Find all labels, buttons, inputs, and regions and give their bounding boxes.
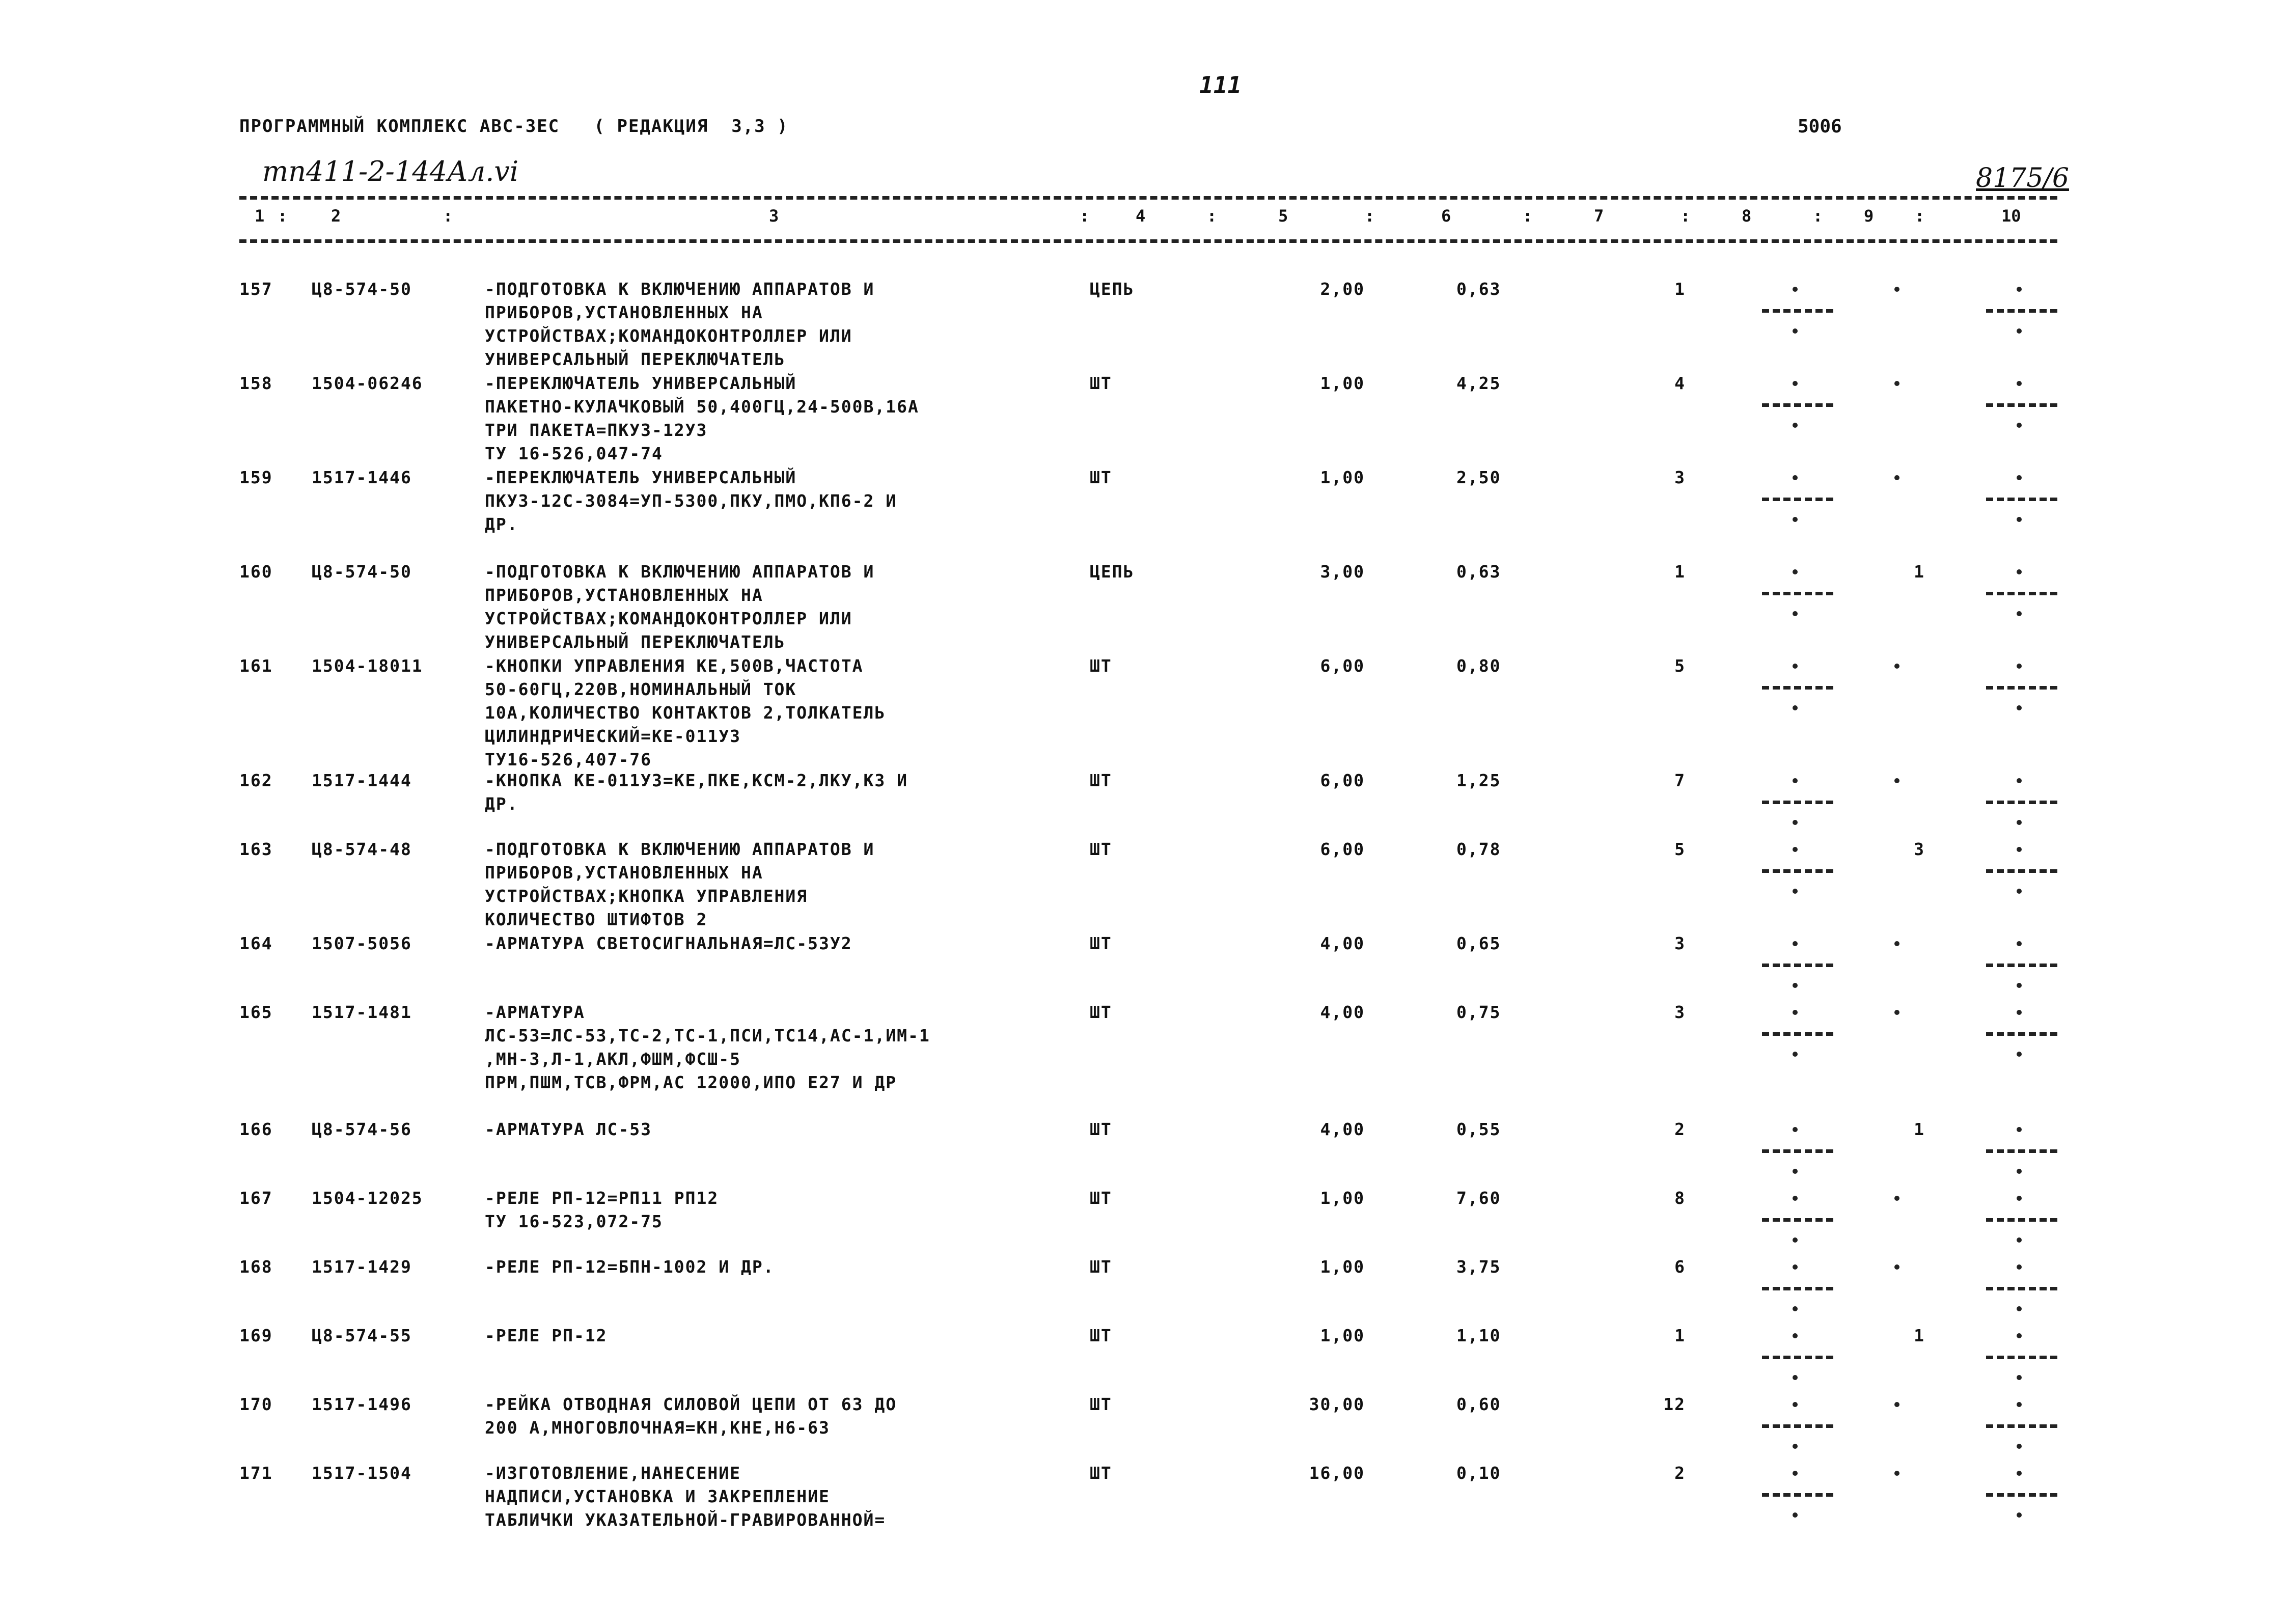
- fraction-mark-top: [2017, 569, 2022, 574]
- fraction-divider: [1762, 592, 1833, 595]
- fraction-mark-top: [2017, 664, 2022, 669]
- column-9-mark: [1894, 778, 1899, 783]
- row-value-6: 1,25: [1456, 770, 1501, 790]
- column-9-mark: [1894, 1402, 1899, 1407]
- column-header-7: 7: [1594, 206, 1604, 226]
- row-number: 162: [239, 770, 273, 790]
- program-title: ПРОГРАММНЫЙ КОМПЛЕКС АВС-3ЕС ( РЕДАКЦИЯ 3,3 ): [239, 116, 789, 136]
- column-header-9: 9: [1864, 206, 1874, 226]
- column-header-6: 6: [1441, 206, 1451, 226]
- row-number: 168: [239, 1257, 273, 1277]
- fraction-mark-top: [1793, 847, 1798, 852]
- row-value-8: 8: [1674, 1188, 1686, 1208]
- row-description: -КНОПКА КЕ-011У3=КЕ,ПКЕ,КСМ-2,ЛКУ,К3 И ДР.: [485, 770, 908, 814]
- fraction-mark-bottom: [2017, 983, 2022, 988]
- fraction-mark-top: [1793, 1127, 1798, 1132]
- row-value-8: 6: [1674, 1257, 1686, 1277]
- fraction-mark-bottom: [1793, 1375, 1798, 1380]
- row-unit: ЦЕПЬ: [1090, 562, 1135, 582]
- row-value-8: 2: [1674, 1463, 1686, 1483]
- fraction-mark-top: [2017, 475, 2022, 480]
- row-unit: ШТ: [1090, 467, 1112, 487]
- column-9-mark: [1894, 941, 1899, 946]
- column-9-mark: [1894, 475, 1899, 480]
- row-unit: ЦЕПЬ: [1090, 279, 1135, 299]
- fraction-mark-bottom: [1793, 517, 1798, 522]
- row-quantity: 4,00: [1320, 1002, 1365, 1022]
- row-description: -РЕЛЕ РП-12=РП11 РП12 ТУ 16-523,072-75: [485, 1188, 719, 1231]
- row-quantity: 6,00: [1320, 770, 1365, 790]
- fraction-mark-bottom: [2017, 705, 2022, 710]
- row-quantity: 1,00: [1320, 1326, 1365, 1345]
- row-value-6: 0,75: [1456, 1002, 1501, 1022]
- row-unit: ШТ: [1090, 1326, 1112, 1345]
- fraction-divider: [1986, 592, 2057, 595]
- row-code: 1517-1504: [312, 1463, 412, 1483]
- row-code: Ц8-574-56: [312, 1119, 412, 1139]
- fraction-mark-top: [2017, 1127, 2022, 1132]
- row-quantity: 1,00: [1320, 373, 1365, 393]
- fraction-divider: [1986, 1218, 2057, 1222]
- row-description: -КНОПКИ УПРАВЛЕНИЯ КЕ,500В,ЧАСТОТА 50-60ГЦ,220В,НОМИНАЛЬНЫЙ ТОК 10А,КОЛИЧЕСТВО КОНТАКТОВ 2,ТОЛКАТЕЛЬ ЦИЛИНДРИЧЕСКИЙ=КЕ-011У3 ТУ16-526,407-76: [485, 656, 886, 769]
- fraction-mark-top: [2017, 1333, 2022, 1338]
- row-number: 159: [239, 467, 273, 487]
- row-description: -ИЗГОТОВЛЕНИЕ,НАНЕСЕНИЕ НАДПИСИ,УСТАНОВКА И ЗАКРЕПЛЕНИЕ ТАБЛИЧКИ УКАЗАТЕЛЬНОЙ-ГРАВИРОВАННОЙ=: [485, 1463, 886, 1530]
- column-separator: :: [1365, 206, 1375, 226]
- column-separator: :: [1207, 206, 1217, 226]
- fraction-mark-bottom: [1793, 1306, 1798, 1311]
- fraction-mark-top: [1793, 569, 1798, 574]
- row-quantity: 3,00: [1320, 562, 1365, 582]
- fraction-mark-bottom: [1793, 1444, 1798, 1449]
- fraction-divider: [1762, 1218, 1833, 1222]
- row-unit: ШТ: [1090, 1257, 1112, 1277]
- fraction-mark-bottom: [2017, 889, 2022, 894]
- column-header-4: 4: [1136, 206, 1146, 226]
- row-value-8: 1: [1674, 279, 1686, 299]
- fraction-mark-top: [2017, 287, 2022, 292]
- column-header-1: 1: [255, 206, 265, 226]
- row-quantity: 30,00: [1309, 1394, 1365, 1414]
- row-number: 165: [239, 1002, 273, 1022]
- fraction-mark-bottom: [1793, 889, 1798, 894]
- row-value-6: 3,75: [1456, 1257, 1501, 1277]
- row-value-6: 0,10: [1456, 1463, 1501, 1483]
- row-value-6: 0,60: [1456, 1394, 1501, 1414]
- row-code: 1504-06246: [312, 373, 423, 393]
- fraction-divider: [1986, 309, 2057, 313]
- row-number: 164: [239, 933, 273, 953]
- row-value-6: 0,63: [1456, 279, 1501, 299]
- fraction-mark-top: [1793, 287, 1798, 292]
- fraction-mark-bottom: [1793, 328, 1798, 334]
- fraction-divider: [1986, 403, 2057, 407]
- row-unit: ШТ: [1090, 770, 1112, 790]
- fraction-divider: [1762, 1493, 1833, 1497]
- column-9-mark: [1894, 1264, 1899, 1270]
- fraction-divider: [1762, 801, 1833, 804]
- column-9-mark: [1894, 1010, 1899, 1015]
- row-value-8: 5: [1674, 656, 1686, 676]
- row-code: Ц8-574-50: [312, 562, 412, 582]
- column-header-2: 2: [331, 206, 341, 226]
- row-value-6: 0,65: [1456, 933, 1501, 953]
- row-quantity: 4,00: [1320, 1119, 1365, 1139]
- fraction-mark-top: [1793, 1010, 1798, 1015]
- row-number: 160: [239, 562, 273, 582]
- fraction-mark-top: [2017, 941, 2022, 946]
- row-code: 1517-1496: [312, 1394, 412, 1414]
- column-separator: :: [1523, 206, 1533, 226]
- fraction-mark-top: [1793, 1333, 1798, 1338]
- row-unit: ШТ: [1090, 373, 1112, 393]
- column-separator: :: [278, 206, 288, 226]
- fraction-mark-bottom: [1793, 1052, 1798, 1057]
- fraction-mark-bottom: [2017, 611, 2022, 616]
- row-unit: ШТ: [1090, 1394, 1112, 1414]
- row-number: 169: [239, 1326, 273, 1345]
- row-code: 1517-1446: [312, 467, 412, 487]
- row-description: -ПОДГОТОВКА К ВКЛЮЧЕНИЮ АППАРАТОВ И ПРИБОРОВ,УСТАНОВЛЕННЫХ НА УСТРОЙСТВАХ;КНОПКА УПРАВЛЕНИЯ КОЛИЧЕСТВО ШТИФТОВ 2: [485, 839, 875, 929]
- fraction-divider: [1762, 964, 1833, 967]
- fraction-divider: [1762, 1424, 1833, 1428]
- column-separator: :: [1813, 206, 1823, 226]
- row-value-8: 7: [1674, 770, 1686, 790]
- fraction-mark-bottom: [1793, 1237, 1798, 1243]
- fraction-mark-top: [2017, 847, 2022, 852]
- fraction-divider: [1986, 869, 2057, 873]
- row-number: 171: [239, 1463, 273, 1483]
- fraction-divider: [1762, 1287, 1833, 1290]
- fraction-divider: [1986, 1356, 2057, 1359]
- column-separator: :: [1681, 206, 1691, 226]
- row-number: 166: [239, 1119, 273, 1139]
- row-description: -ПЕРЕКЛЮЧАТЕЛЬ УНИВЕРСАЛЬНЫЙ ПАКЕТНО-КУЛАЧКОВЫЙ 50,400ГЦ,24-500В,16А ТРИ ПАКЕТА=ПКУ3-12У3 ТУ 16-526,047-74: [485, 373, 919, 463]
- fraction-divider: [1762, 869, 1833, 873]
- fraction-mark-bottom: [1793, 611, 1798, 616]
- fraction-mark-top: [1793, 475, 1798, 480]
- row-number: 163: [239, 839, 273, 859]
- fraction-mark-bottom: [1793, 1169, 1798, 1174]
- fraction-divider: [1762, 498, 1833, 501]
- column-9-mark: [1894, 1471, 1899, 1476]
- fraction-mark-bottom: [1793, 983, 1798, 988]
- row-unit: ШТ: [1090, 1463, 1112, 1483]
- row-value-6: 7,60: [1456, 1188, 1501, 1208]
- fraction-mark-top: [1793, 664, 1798, 669]
- row-quantity: 4,00: [1320, 933, 1365, 953]
- column-header-5: 5: [1278, 206, 1288, 226]
- row-quantity: 16,00: [1309, 1463, 1365, 1483]
- row-code: 1504-18011: [312, 656, 423, 676]
- column-separator: :: [1080, 206, 1090, 226]
- row-code: Ц8-574-55: [312, 1326, 412, 1345]
- fraction-divider: [1762, 1149, 1833, 1153]
- fraction-mark-bottom: [2017, 1512, 2022, 1518]
- row-value-8: 5: [1674, 839, 1686, 859]
- fraction-divider: [1762, 1356, 1833, 1359]
- row-quantity: 1,00: [1320, 1257, 1365, 1277]
- row-unit: ШТ: [1090, 933, 1112, 953]
- fraction-mark-top: [2017, 1402, 2022, 1407]
- row-number: 157: [239, 279, 273, 299]
- fraction-mark-top: [2017, 1010, 2022, 1015]
- row-value-6: 0,63: [1456, 562, 1501, 582]
- row-code: 1504-12025: [312, 1188, 423, 1208]
- row-number: 158: [239, 373, 273, 393]
- row-number: 170: [239, 1394, 273, 1414]
- fraction-mark-bottom: [2017, 517, 2022, 522]
- row-quantity: 1,00: [1320, 467, 1365, 487]
- column-separator: :: [443, 206, 453, 226]
- row-code: 1507-5056: [312, 933, 412, 953]
- fraction-mark-bottom: [2017, 1444, 2022, 1449]
- row-code: Ц8-574-48: [312, 839, 412, 859]
- fraction-mark-bottom: [1793, 705, 1798, 710]
- row-description: -АРМАТУРА ЛС-53=ЛС-53,ТС-2,ТС-1,ПСИ,ТС14,АС-1,ИМ-1 ,МН-3,Л-1,АКЛ,ФШМ,ФСШ-5 ПРМ,ПШМ,ТСВ,ФРМ,АС 12000,ИПО Е27 И ДР: [485, 1002, 930, 1092]
- row-value-9: 3: [1914, 839, 1925, 859]
- fraction-mark-top: [1793, 1402, 1798, 1407]
- row-code: 1517-1429: [312, 1257, 412, 1277]
- fraction-mark-bottom: [2017, 1306, 2022, 1311]
- row-number: 161: [239, 656, 273, 676]
- row-value-6: 0,78: [1456, 839, 1501, 859]
- row-unit: ШТ: [1090, 839, 1112, 859]
- row-unit: ШТ: [1090, 1002, 1112, 1022]
- fraction-divider: [1762, 686, 1833, 690]
- fraction-divider: [1986, 801, 2057, 804]
- row-value-8: 4: [1674, 373, 1686, 393]
- row-description: -РЕЛЕ РП-12=БПН-1002 И ДР.: [485, 1257, 775, 1277]
- fraction-divider: [1762, 403, 1833, 407]
- row-code: Ц8-574-50: [312, 279, 412, 299]
- fraction-mark-bottom: [2017, 820, 2022, 825]
- fraction-divider: [1986, 1424, 2057, 1428]
- row-quantity: 2,00: [1320, 279, 1365, 299]
- column-header-8: 8: [1742, 206, 1752, 226]
- row-quantity: 6,00: [1320, 839, 1365, 859]
- fraction-mark-top: [1793, 1264, 1798, 1270]
- row-value-6: 4,25: [1456, 373, 1501, 393]
- column-header-3: 3: [769, 206, 779, 226]
- fraction-mark-top: [2017, 1264, 2022, 1270]
- fraction-divider: [1986, 964, 2057, 967]
- row-quantity: 1,00: [1320, 1188, 1365, 1208]
- row-value-6: 1,10: [1456, 1326, 1501, 1345]
- fraction-divider: [1986, 498, 2057, 501]
- fraction-divider: [1986, 1032, 2057, 1036]
- fraction-divider: [1986, 1493, 2057, 1497]
- fraction-mark-bottom: [2017, 1052, 2022, 1057]
- fraction-mark-bottom: [1793, 820, 1798, 825]
- sheet-number: 8175/6: [1976, 163, 2069, 194]
- row-description: -РЕЛЕ РП-12: [485, 1326, 608, 1345]
- row-quantity: 6,00: [1320, 656, 1365, 676]
- fraction-mark-bottom: [1793, 423, 1798, 428]
- fraction-mark-top: [2017, 1471, 2022, 1476]
- fraction-mark-top: [1793, 778, 1798, 783]
- row-description: -АРМАТУРА СВЕТОСИГНАЛЬНАЯ=ЛС-53У2: [485, 933, 852, 953]
- row-description: -ПОДГОТОВКА К ВКЛЮЧЕНИЮ АППАРАТОВ И ПРИБОРОВ,УСТАНОВЛЕННЫХ НА УСТРОЙСТВАХ;КОМАНДОКОНТРОЛЛЕР ИЛИ УНИВЕРСАЛЬНЫЙ ПЕРЕКЛЮЧАТЕЛЬ: [485, 279, 875, 369]
- row-unit: ШТ: [1090, 656, 1112, 676]
- row-value-9: 1: [1914, 1326, 1925, 1345]
- row-value-6: 0,55: [1456, 1119, 1501, 1139]
- column-separator: :: [1915, 206, 1925, 226]
- fraction-mark-bottom: [2017, 328, 2022, 334]
- fraction-mark-bottom: [2017, 423, 2022, 428]
- fraction-mark-bottom: [2017, 1375, 2022, 1380]
- fraction-divider: [1762, 309, 1833, 313]
- row-value-6: 2,50: [1456, 467, 1501, 487]
- fraction-divider: [1762, 1032, 1833, 1036]
- row-value-6: 0,80: [1456, 656, 1501, 676]
- row-value-9: 1: [1914, 1119, 1925, 1139]
- row-value-8: 1: [1674, 1326, 1686, 1345]
- row-value-9: 1: [1914, 562, 1925, 582]
- fraction-mark-top: [2017, 778, 2022, 783]
- row-unit: ШТ: [1090, 1119, 1112, 1139]
- report-code: 5006: [1798, 116, 1842, 137]
- fraction-divider: [1986, 1149, 2057, 1153]
- row-value-8: 1: [1674, 562, 1686, 582]
- fraction-mark-bottom: [1793, 1512, 1798, 1518]
- fraction-mark-top: [1793, 941, 1798, 946]
- fraction-mark-top: [1793, 381, 1798, 386]
- fraction-mark-top: [1793, 1471, 1798, 1476]
- fraction-mark-bottom: [2017, 1169, 2022, 1174]
- column-9-mark: [1894, 287, 1899, 292]
- row-number: 167: [239, 1188, 273, 1208]
- fraction-mark-top: [2017, 1196, 2022, 1201]
- page-number: 111: [1199, 71, 1242, 99]
- column-9-mark: [1894, 664, 1899, 669]
- row-value-8: 12: [1663, 1394, 1686, 1414]
- fraction-divider: [1986, 686, 2057, 690]
- row-value-8: 3: [1674, 467, 1686, 487]
- column-9-mark: [1894, 381, 1899, 386]
- row-value-8: 3: [1674, 933, 1686, 953]
- row-description: -АРМАТУРА ЛС-53: [485, 1119, 652, 1139]
- row-code: 1517-1444: [312, 770, 412, 790]
- fraction-mark-bottom: [2017, 1237, 2022, 1243]
- column-9-mark: [1894, 1196, 1899, 1201]
- row-value-8: 3: [1674, 1002, 1686, 1022]
- fraction-mark-top: [1793, 1196, 1798, 1201]
- row-description: -ПЕРЕКЛЮЧАТЕЛЬ УНИВЕРСАЛЬНЫЙ ПКУ3-12С-3084=УП-5300,ПКУ,ПМО,КП6-2 И ДР.: [485, 467, 897, 534]
- document-code: тп411-2-144Ал.vi: [262, 155, 519, 187]
- column-header-10: 10: [2001, 206, 2021, 226]
- row-value-8: 2: [1674, 1119, 1686, 1139]
- fraction-mark-top: [2017, 381, 2022, 386]
- row-description: -ПОДГОТОВКА К ВКЛЮЧЕНИЮ АППАРАТОВ И ПРИБОРОВ,УСТАНОВЛЕННЫХ НА УСТРОЙСТВАХ;КОМАНДОКОНТРОЛЛЕР ИЛИ УНИВЕРСАЛЬНЫЙ ПЕРЕКЛЮЧАТЕЛЬ: [485, 562, 875, 652]
- row-code: 1517-1481: [312, 1002, 412, 1022]
- fraction-divider: [1986, 1287, 2057, 1290]
- row-description: -РЕЙКА ОТВОДНАЯ СИЛОВОЙ ЦЕПИ ОТ 63 ДО 200 А,МНОГОВЛОЧНАЯ=КН,КНЕ,Н6-63: [485, 1394, 897, 1438]
- row-unit: ШТ: [1090, 1188, 1112, 1208]
